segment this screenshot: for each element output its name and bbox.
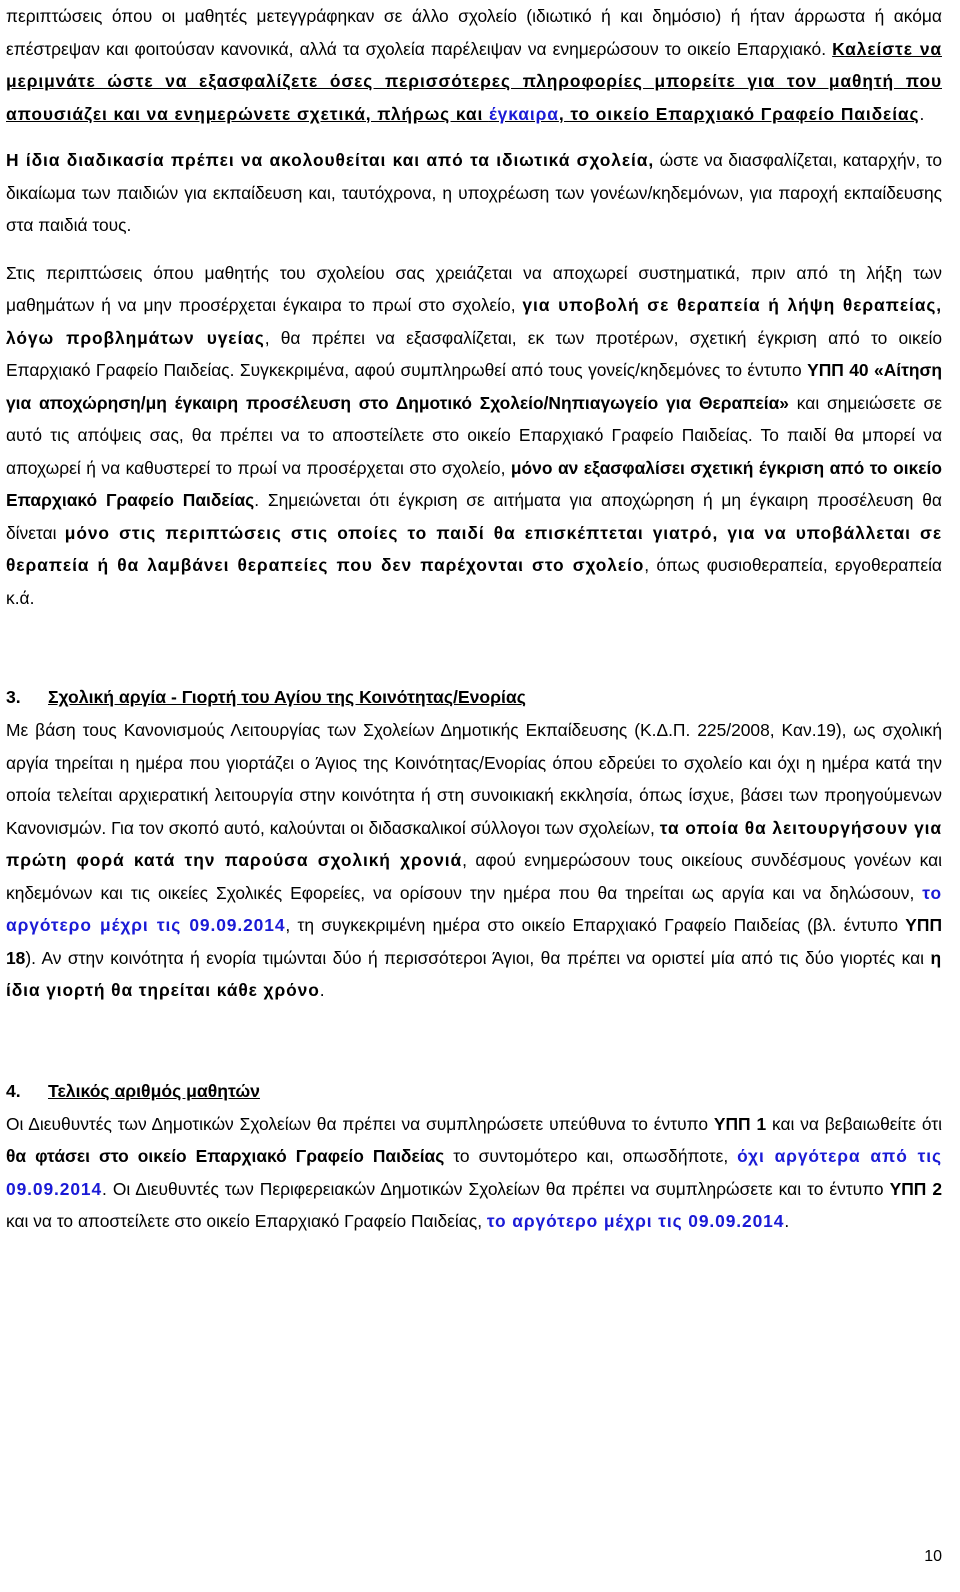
section-4-heading	[6, 1075, 942, 1108]
section-3-deadline: το αργότερο μέχρι τις 09.09.2014	[6, 882, 942, 935]
page-number: 10	[924, 1548, 942, 1565]
section-4-title: Τελικός αριθμός μαθητών	[48, 1080, 260, 1101]
section-4-deadline-1: όχι αργότερα από τις 09.09.2014	[6, 1146, 942, 1199]
section-3-paragraph: Με βάση τους Κανονισμούς Λειτουργίας των Σχολείων Δημοτικής Εκπαίδευσης (Κ.Δ.Π. 225/2008, Καν.19), ως σχολική αργία τηρείται η ημέρα που γιορτάζει ο Άγιος της Κοινότητας/Ενορίας όπου εδρεύει το σχολείο και όχι η ημέρα κατά την οποία τελείται αρχιερατική λειτουργία στην κοινότητα ή στη συνοικιακή εκκλησία, όπως ίσχυε, βάσει των προηγούμενων Κανονισμών. Για τον σκοπό αυτό, καλούνται οι διδασκαλικοί σύλλογοι των σχολείων, τα οποία θα λειτουργήσουν για πρώτη φορά κατά την παρούσα σχολική χρονιά, αφού ενημερώσουν τους οικείους συνδέσμους γονέων και κηδεμόνων και τις οικείες Σχολικές Εφορείες, να ορίσουν την ημέρα που θα τηρείται ως αργία και να δηλώσουν, το αργότερο μέχρι τις 09.09.2014, τη συγκεκριμένη ημέρα στο οικείο Επαρχιακό Γραφείο Παιδείας (βλ. έντυπο ΥΠΠ 18). Αν στην κοινότητα ή ενορία τιμώνται δύο ή περισσότεροι Άγιοι, θα πρέπει να οριστεί μία από τις δύο γιορτές και η ίδια γιορτή θα τηρείται κάθε χρόνο.	[6, 720, 943, 1000]
intro-instruction-bold: Καλείστε να μεριμνάτε ώστε να εξασφαλίζετε όσες περισσότερες πληροφορίες μπορείτε για τον μαθητή που απουσιάζει και να ενημερώνετε σχετικά, πλήρως και έγκαιρα, το οικείο Επαρχιακό Γραφείο Παιδείας	[6, 38, 942, 124]
form-ypp1-bold: ΥΠΠ 1	[713, 1113, 767, 1134]
intro-paragraph-absences	[6, 0, 942, 130]
section-4-arrive-bold: θα φτάσει στο οικείο Επαρχιακό Γραφείο Παιδείας	[6, 1146, 445, 1166]
section-3-same-feast-bold: η ίδια γιορτή θα τηρείται κάθε χρόνο	[6, 947, 942, 1000]
private-schools-bold: Η ίδια διαδικασία πρέπει να ακολουθείται και από τα ιδιωτικά σχολεία,	[6, 150, 655, 170]
section-3-number: 3.	[6, 687, 21, 707]
section-4-paragraph: Οι Διευθυντές των Δημοτικών Σχολείων θα πρέπει να συμπληρώσετε υπεύθυνα το έντυπο ΥΠΠ 1 και να βεβαιωθείτε ότι θα φτάσει στο οικείο Επαρχιακό Γραφείο Παιδείας το συντομότερο και, οπωσδήποτε, όχι αργότερα από τις 09.09.2014. Οι Διευθυντές των Περιφερειακών Δημοτικών Σχολείων θα πρέπει να συμπληρώσετε και το έντυπο ΥΠΠ 2 και να το αποστείλετε στο οικείο Επαρχιακό Γραφείο Παιδείας, το αργότερο μέχρι τις 09.09.2014.	[6, 1113, 942, 1231]
therapy-paragraph: Στις περιπτώσεις όπου μαθητής του σχολείου σας χρειάζεται να αποχωρεί συστηματικά, πριν από τη λήξη των μαθημάτων ή να μην προσέρχεται έγκαιρα το πρωί στο σχολείο, για υποβολή σε θεραπεία ή λήψη θεραπείας, λόγω προβλημάτων υγείας, θα πρέπει να εξασφαλίζεται, εκ των προτέρων, σχετική έγκριση από το οικείο Επαρχιακό Γραφείο Παιδείας. Συγκεκριμένα, αφού συμπληρωθεί από τους γονείς/κηδεμόνες το έντυπο ΥΠΠ 40 «Αίτηση για αποχώρηση/μη έγκαιρη προσέλευση στο Δημοτικό Σχολείο/Νηπιαγωγείο για Θεραπεία» και σημειώσετε σε αυτό τις απόψεις σας, θα πρέπει να το αποστείλετε στο οικείο Επαρχιακό Γραφείο Παιδείας. Το παιδί θα μπορεί να αποχωρεί ή να καθυστερεί το πρωί να προσέρχεται στο σχολείο, μόνο αν εξασφαλίσει σχετική έγκριση από το οικείο Επαρχιακό Γραφείο Παιδείας. Σημειώνεται ότι έγκριση σε αιτήματα για αποχώρηση ή μη έγκαιρη προσέλευση θα δίνεται μόνο στις περιπτώσεις στις οποίες το παιδί θα επισκέπτεται γιατρό, για να υποβάλλεται σε θεραπεία ή θα λαμβάνει θεραπείες που δεν παρέχονται στο σχολείο, όπως φυσιοθεραπεία, εργοθεραπεία κ.ά.	[6, 262, 943, 608]
section-3-new-schools-bold: τα οποία θα λειτουργήσουν για πρώτη φορά κατά την παρούσα σχολική χρονιά	[6, 817, 942, 870]
therapy-bold-reason: για υποβολή σε θεραπεία ή λήψη θεραπείας, λόγω προβλημάτων υγείας	[6, 295, 942, 348]
therapy-approval-bold: μόνο αν εξασφαλίσει σχετική έγκριση από το οικείο Επαρχιακό Γραφείο Παιδείας	[6, 457, 942, 510]
section-3-title: Σχολική αργία - Γιορτή του Αγίου της Κοινότητας/Ενορίας	[48, 687, 526, 707]
form-ypp40-bold: ΥΠΠ 40 «Αίτηση για αποχώρηση/μη έγκαιρη προσέλευση στο Δημοτικό Σχολείο/Νηπιαγωγείο για Θεραπεία»	[6, 360, 942, 413]
intro-text: περιπτώσεις όπου οι μαθητές μετεγγράφηκαν σε άλλο σχολείο (ιδιωτικό ή και δημόσιο) ή ήταν άρρωστα ή ακόμα επέστρεψαν και φοιτούσαν κανονικά, αλλά τα σχολεία παρέλειψαν να ενημερώσουν το οικείο Επαρχιακό.	[6, 6, 942, 59]
form-ypp2-bold: ΥΠΠ 2	[889, 1178, 942, 1199]
therapy-conditions-bold: μόνο στις περιπτώσεις στις οποίες το παιδί θα επισκέπτεται γιατρό, για να υποβάλλεται σε θεραπεία ή θα λαμβάνει θεραπείες που δεν παρέχονται στο σχολείο	[6, 522, 942, 575]
document-page	[6, 0, 942, 1238]
section-4-deadline-2: το αργότερο μέχρι τις 09.09.2014	[486, 1211, 785, 1231]
intro-instruction-timely: έγκαιρα	[488, 103, 559, 124]
private-schools-paragraph	[6, 144, 942, 242]
form-ypp18-bold: ΥΠΠ 18	[6, 915, 943, 968]
section-3-heading	[6, 681, 942, 714]
section-4-number: 4.	[6, 1080, 21, 1101]
private-schools-text: ώστε να διασφαλίζεται, καταρχήν, το δικαίωμα των παιδιών για εκπαίδευση και, ταυτόχρονα, η υποχρέωση των γονέων/κηδεμόνων, για παροχή εκπαίδευσης στα παιδιά τους.	[6, 150, 942, 235]
intro-period: .	[919, 103, 925, 124]
